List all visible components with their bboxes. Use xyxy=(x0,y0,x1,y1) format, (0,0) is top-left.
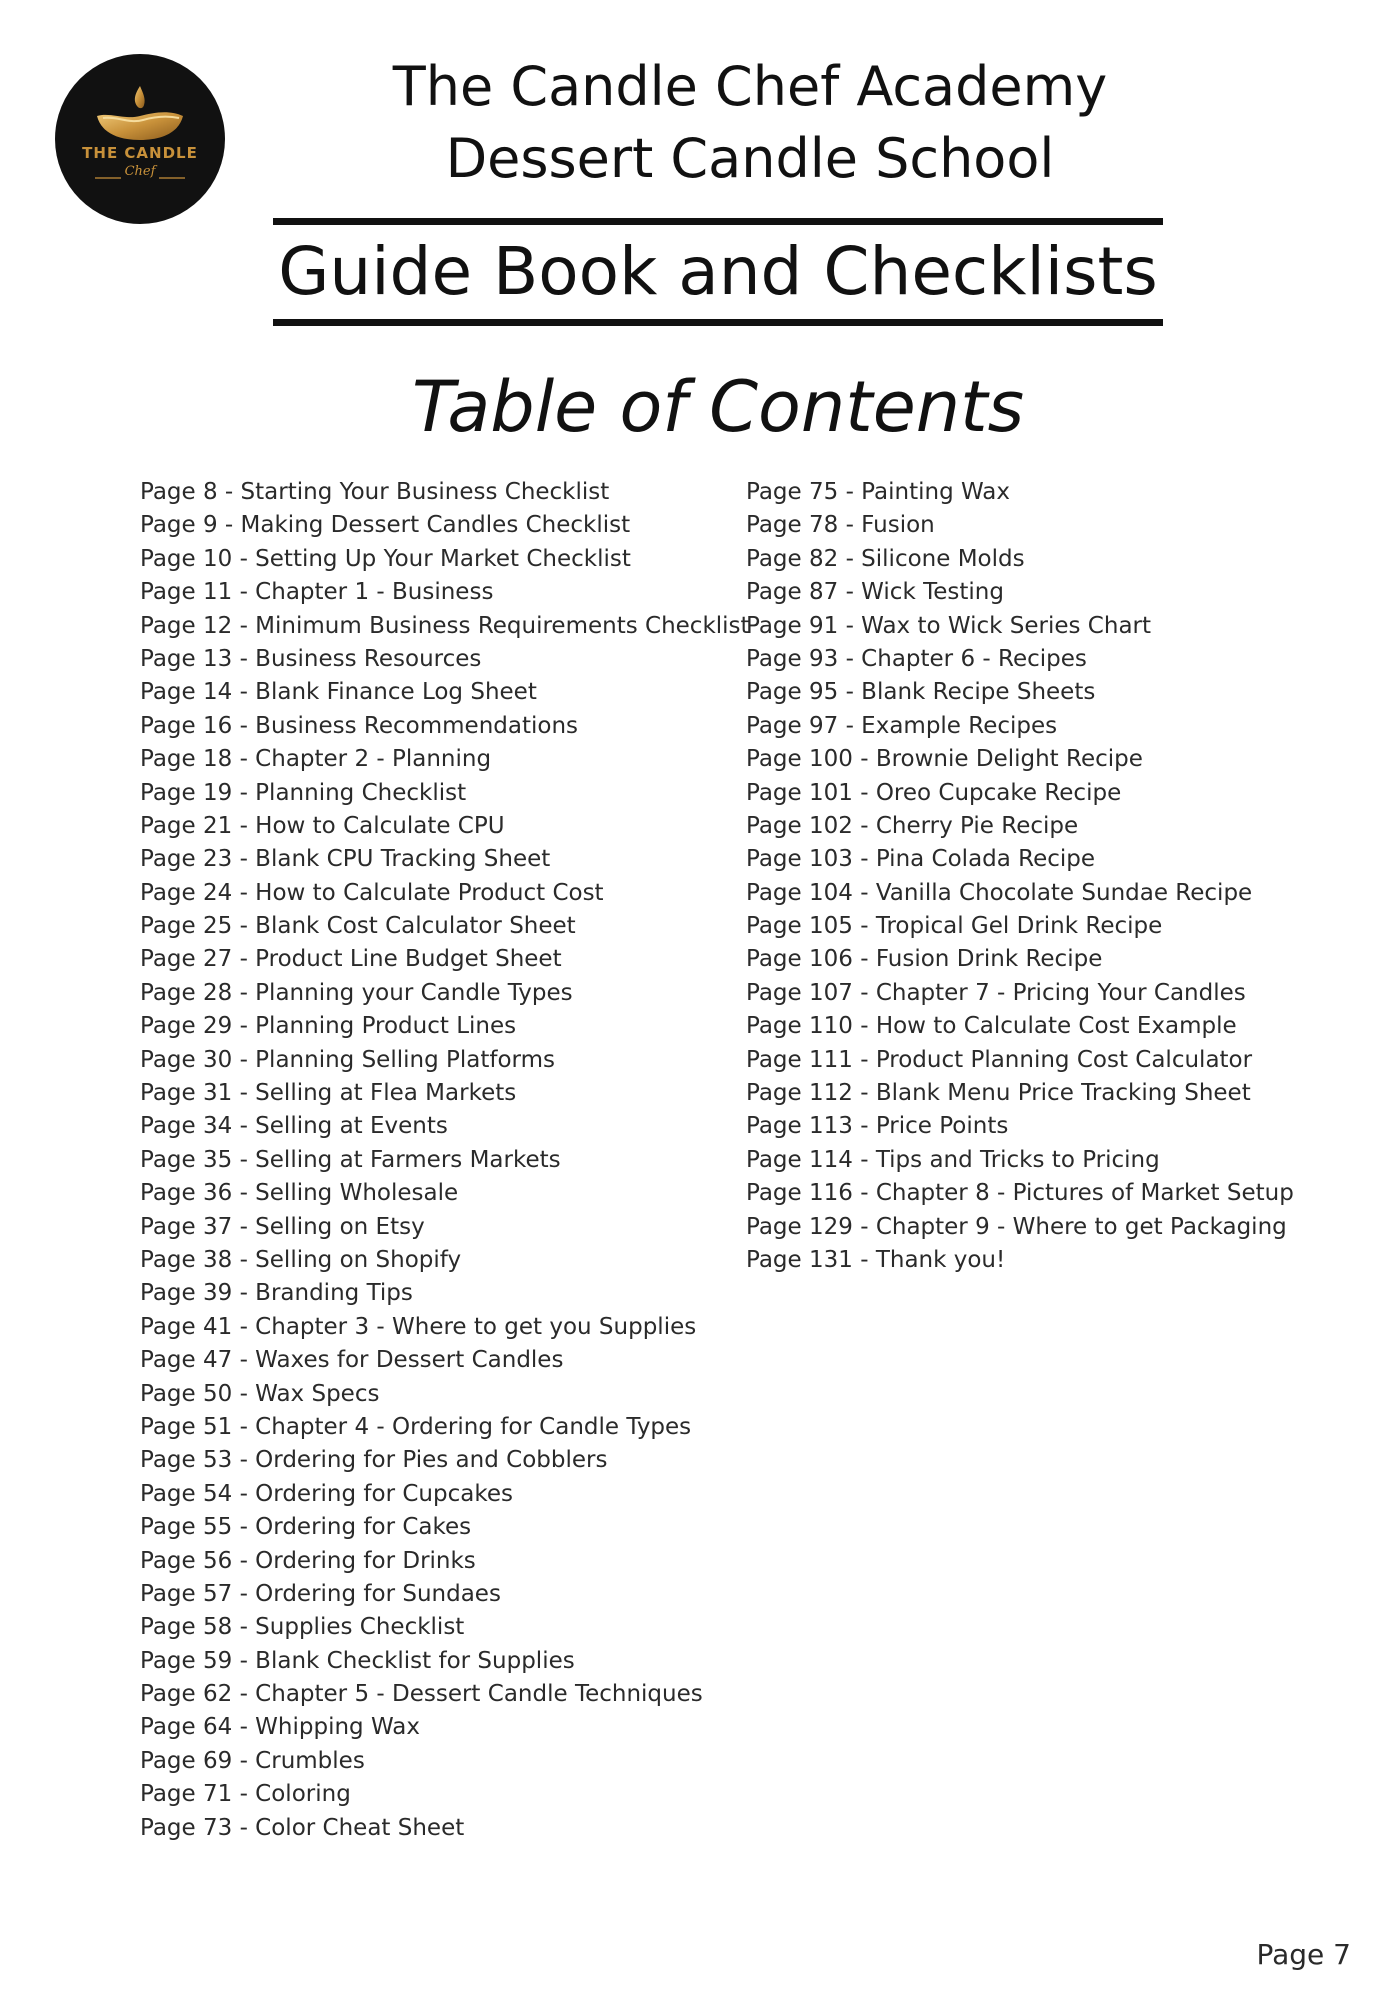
candle-bowl-icon xyxy=(55,54,225,224)
toc-entry: Page 71 - Coloring xyxy=(140,1781,351,1808)
toc-entry: Page 38 - Selling on Shopify xyxy=(140,1246,462,1273)
toc-entry: Page 110 - How to Calculate Cost Example xyxy=(746,1013,1237,1040)
toc-entry: Page 57 - Ordering for Sundaes xyxy=(140,1580,501,1607)
toc-entry: Page 116 - Chapter 8 - Pictures of Market Setup xyxy=(746,1180,1294,1207)
toc-entry: Page 114 - Tips and Tricks to Pricing xyxy=(746,1146,1160,1173)
toc-entry: Page 30 - Planning Selling Platforms xyxy=(140,1046,555,1073)
toc-entry: Page 16 - Business Recommendations xyxy=(140,712,578,739)
toc-entry: Page 24 - How to Calculate Product Cost xyxy=(140,879,604,906)
toc-column-right xyxy=(746,476,1346,1277)
toc-entry: Page 62 - Chapter 5 - Dessert Candle Techniques xyxy=(140,1681,703,1708)
toc-entry: Page 53 - Ordering for Pies and Cobblers xyxy=(140,1447,608,1474)
toc-entry: Page 47 - Waxes for Dessert Candles xyxy=(140,1347,564,1374)
toc-entry: Page 13 - Business Resources xyxy=(140,645,482,672)
toc-entry: Page 35 - Selling at Farmers Markets xyxy=(140,1146,561,1173)
toc-entry: Page 106 - Fusion Drink Recipe xyxy=(746,946,1103,973)
toc-entry: Page 113 - Price Points xyxy=(746,1113,1009,1140)
toc-entry: Page 111 - Product Planning Cost Calculator xyxy=(746,1046,1253,1073)
toc-entry: Page 55 - Ordering for Cakes xyxy=(140,1514,472,1541)
school-title: Dessert Candle School xyxy=(445,127,1055,190)
toc-entry: Page 34 - Selling at Events xyxy=(140,1113,448,1140)
toc-entry: Page 25 - Blank Cost Calculator Sheet xyxy=(140,913,576,940)
toc-entry: Page 14 - Blank Finance Log Sheet xyxy=(140,679,537,706)
divider-bottom xyxy=(273,319,1163,326)
academy-title: The Candle Chef Academy xyxy=(392,55,1108,118)
toc-entry: Page 104 - Vanilla Chocolate Sundae Recipe xyxy=(746,879,1253,906)
toc-entry: Page 87 - Wick Testing xyxy=(746,579,1004,606)
toc-entry: Page 19 - Planning Checklist xyxy=(140,779,467,806)
toc-entry: Page 101 - Oreo Cupcake Recipe xyxy=(746,779,1122,806)
toc-entry: Page 131 - Thank you! xyxy=(746,1246,1006,1273)
toc-entry: Page 95 - Blank Recipe Sheets xyxy=(746,679,1096,706)
toc-entry: Page 10 - Setting Up Your Market Checklist xyxy=(140,545,631,572)
logo-wordmark: THE CANDLE xyxy=(82,144,198,162)
toc-entry: Page 37 - Selling on Etsy xyxy=(140,1213,425,1240)
toc-entry: Page 41 - Chapter 3 - Where to get you Supplies xyxy=(140,1313,697,1340)
toc-entry: Page 129 - Chapter 9 - Where to get Packaging xyxy=(746,1213,1287,1240)
toc-entry: Page 93 - Chapter 6 - Recipes xyxy=(746,645,1087,672)
toc-entry: Page 31 - Selling at Flea Markets xyxy=(140,1080,517,1107)
toc-entry: Page 105 - Tropical Gel Drink Recipe xyxy=(746,913,1163,940)
toc-entry: Page 8 - Starting Your Business Checklist xyxy=(140,479,610,505)
toc-entry: Page 29 - Planning Product Lines xyxy=(140,1013,517,1040)
toc-entry: Page 9 - Making Dessert Candles Checklist xyxy=(140,512,631,539)
toc-entry: Page 23 - Blank CPU Tracking Sheet xyxy=(140,846,551,873)
toc-entry: Page 28 - Planning your Candle Types xyxy=(140,979,573,1006)
guide-title: Guide Book and Checklists xyxy=(278,233,1158,310)
toc-entry: Page 75 - Painting Wax xyxy=(746,479,1010,505)
candle-chef-logo xyxy=(55,54,225,224)
toc-entry: Page 21 - How to Calculate CPU xyxy=(140,812,505,839)
page-number: Page 7 xyxy=(1256,1938,1351,1971)
toc-entry: Page 54 - Ordering for Cupcakes xyxy=(140,1480,513,1507)
toc-entry: Page 91 - Wax to Wick Series Chart xyxy=(746,612,1152,639)
toc-entry: Page 107 - Chapter 7 - Pricing Your Candles xyxy=(746,979,1246,1006)
toc-entry: Page 69 - Crumbles xyxy=(140,1747,365,1774)
divider-top xyxy=(273,218,1163,225)
toc-entry: Page 59 - Blank Checklist for Supplies xyxy=(140,1647,575,1674)
toc-entry: Page 51 - Chapter 4 - Ordering for Candle Types xyxy=(140,1413,692,1440)
toc-entry: Page 100 - Brownie Delight Recipe xyxy=(746,746,1143,773)
toc-entry: Page 97 - Example Recipes xyxy=(746,712,1058,739)
toc-entry: Page 112 - Blank Menu Price Tracking Sheet xyxy=(746,1080,1251,1107)
toc-entry: Page 56 - Ordering for Drinks xyxy=(140,1547,476,1574)
toc-entry: Page 12 - Minimum Business Requirements Checklist xyxy=(140,612,750,639)
toc-entry: Page 82 - Silicone Molds xyxy=(746,545,1025,572)
toc-entry: Page 27 - Product Line Budget Sheet xyxy=(140,946,562,973)
toc-entry: Page 64 - Whipping Wax xyxy=(140,1714,420,1741)
toc-entry: Page 102 - Cherry Pie Recipe xyxy=(746,812,1079,839)
toc-entry: Page 11 - Chapter 1 - Business xyxy=(140,579,494,606)
toc-entry: Page 58 - Supplies Checklist xyxy=(140,1614,465,1641)
logo-script: Chef xyxy=(124,164,156,179)
toc-entry: Page 78 - Fusion xyxy=(746,512,935,539)
toc-entry: Page 18 - Chapter 2 - Planning xyxy=(140,746,492,773)
toc-entry: Page 50 - Wax Specs xyxy=(140,1380,380,1407)
toc-entry: Page 103 - Pina Colada Recipe xyxy=(746,846,1096,873)
toc-entry: Page 39 - Branding Tips xyxy=(140,1280,413,1307)
toc-column-left xyxy=(140,476,750,1845)
toc-entry: Page 73 - Color Cheat Sheet xyxy=(140,1814,465,1841)
toc-entry: Page 36 - Selling Wholesale xyxy=(140,1180,459,1207)
toc-heading: Table of Contents xyxy=(411,366,1025,448)
